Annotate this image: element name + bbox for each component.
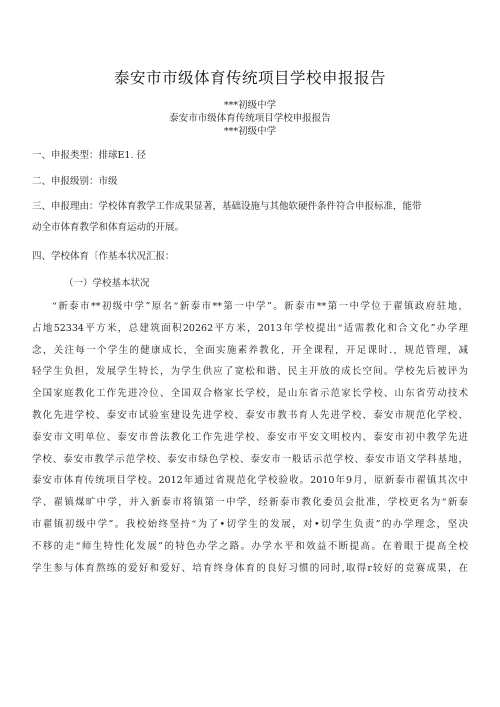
- paragraph-line: 市翟镇初级中学”。我校始终坚持“为了•切学生的发展，对•切学生负责”的办学理念，坚决: [32, 518, 468, 530]
- paragraph-line: 泰安市体育传统项目学校。2012年通过省规范化学校验收。2010年9月，原新泰市翟镇其次中: [32, 475, 468, 487]
- paragraph-line: “新泰市**初级中学”原名“新泰市**第一中学”。新泰市**第一中学位于翟镇政府驻地，: [52, 301, 468, 312]
- section-heading: （一）学校基本状况: [64, 278, 150, 289]
- school-pe-report-item: 四、学校体育〔作基本状况汇报：: [32, 251, 175, 262]
- paragraph-line: 轻学生负担，发展学生特长，为学生供应了宽松和谐、民主开放的成长空间。学校先后被评为: [32, 366, 468, 378]
- paragraph-line: 教化先进学校、泰安市试验室建设先进学校、泰安市教书育人先进学校、泰安市规范化学校、: [32, 409, 468, 421]
- paragraph-line: 全国家庭教化工作先进冷位、全国双合格家长学校，是山东省示范家长学校、山东省劳动技术: [32, 388, 468, 400]
- application-reason-continuation: 动全市体育教学和体育运动的开展。: [32, 222, 185, 233]
- application-level-item: 二、申报级别：市级: [32, 176, 118, 187]
- paragraph-line: 念，关注每一个学生的健康成长，全面实施素养教化，开全课程，开足课时.，规范管理，减: [32, 344, 468, 356]
- report-subtitle-line: 泰安市市级体育传统项目学校申报报告: [169, 113, 331, 124]
- paragraph-line: 泰安市文明单位、泰安市普法教化工作先进学校、泰安市平安文明校内、泰安市初中教学先进: [32, 431, 468, 443]
- paragraph-line: 学、翟镇煤旷中学，并入新泰市将镇第一中学，经新泰市教化委员会批准，学校更名为“新泰: [32, 497, 468, 509]
- school-overview-paragraph: [32, 296, 468, 579]
- school-name-line-repeat: ***初级中学: [223, 126, 277, 137]
- paragraph-line: 不移的走“师生特性化发展”的特色办学之路。办学水平和效益不断提高。在着眼于提高全校: [32, 540, 468, 552]
- school-name-line: ***初级中学: [223, 100, 277, 111]
- paragraph-line: 占地52334平方米，总建筑面积20262平方米，2013年学校提出“适需教化和合文化”办学理: [32, 322, 468, 334]
- paragraph-line: 学生参与体育熬练的爱好和爱好、培育终身体育的良好习惯的同时,取得r较好的竞赛成果，在: [32, 562, 468, 574]
- application-reason-item: 三、申报理由：学校体育教学工作成果显著，基础设施与其他软硬件条件符合申报标准，能带: [32, 201, 422, 212]
- application-type-item: 一、申报类型：排球E1. 径: [32, 150, 147, 161]
- document-title: 泰安市市级体育传统项目学校申报报告: [113, 69, 386, 87]
- paragraph-line: 学校、泰安市教学示范学校、泰安市绿色学校、泰安市一般话示范学校、泰安市语文学科基地，: [32, 453, 468, 465]
